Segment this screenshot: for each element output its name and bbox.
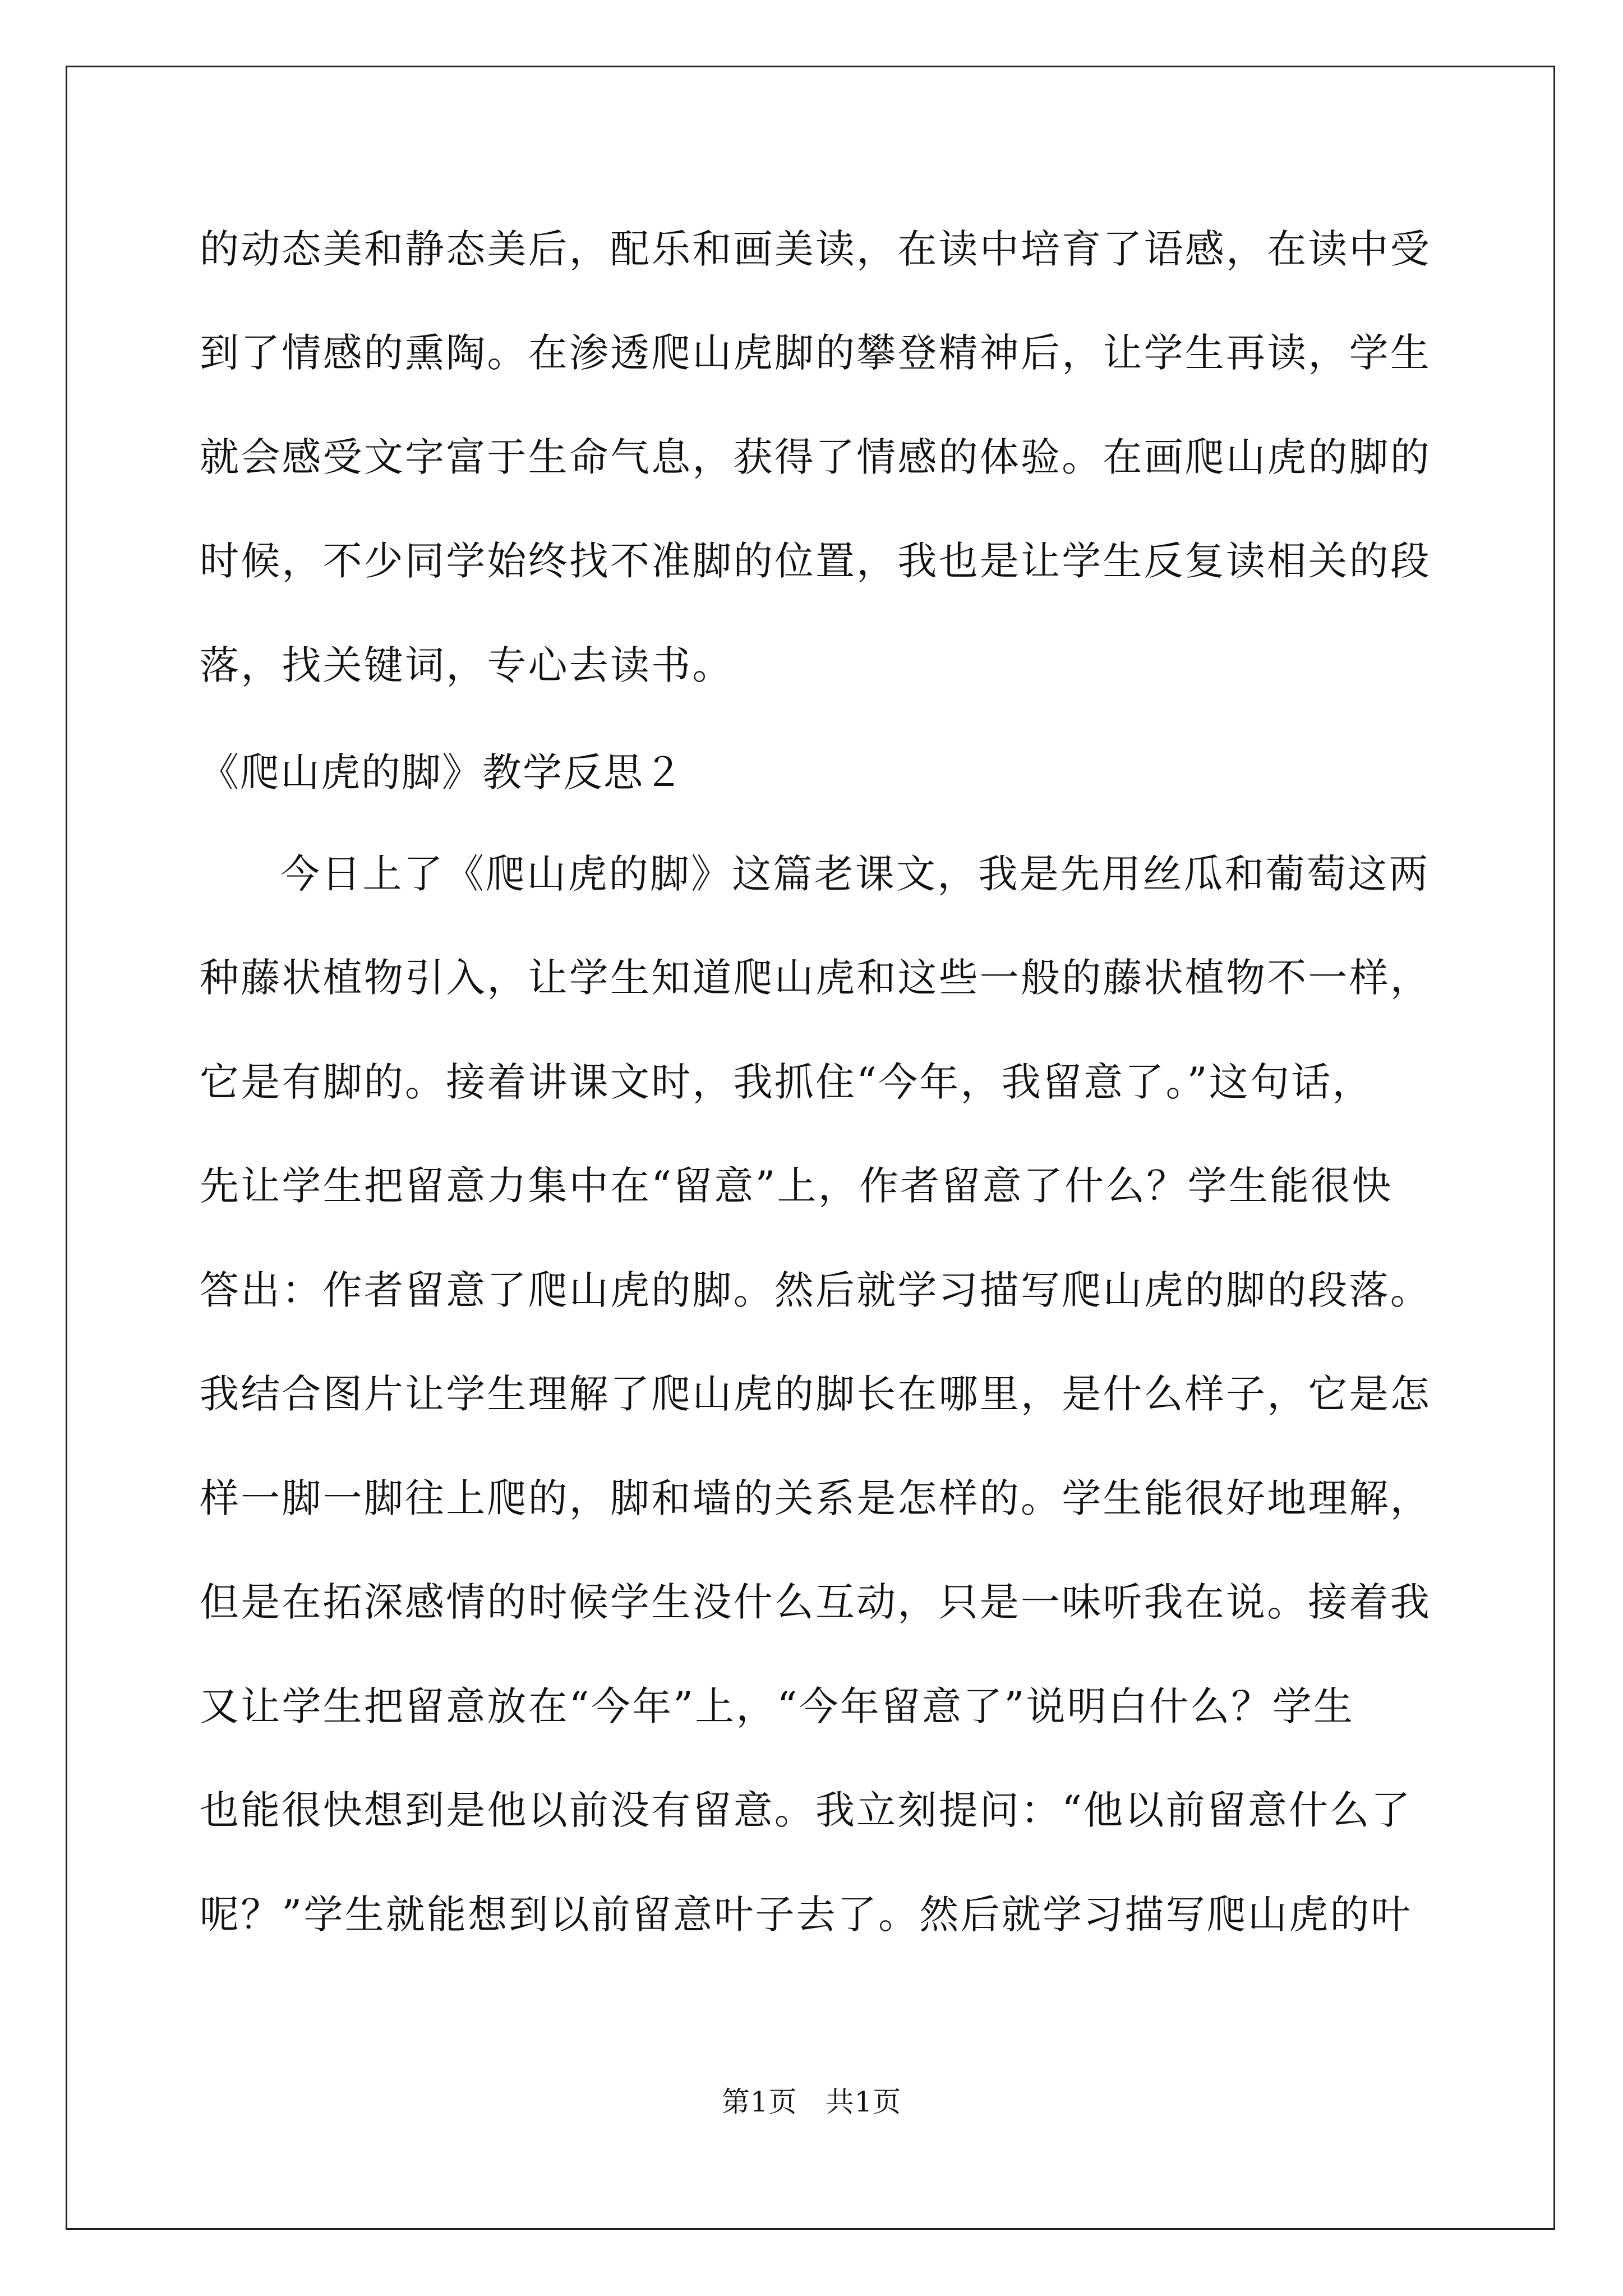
paragraph-line: 到了情感的熏陶。在渗透爬山虎脚的攀登精神后，让学生再读，学生	[200, 330, 1431, 376]
paragraph-line: 呢？”学生就能想到以前留意叶子去了。然后就学习描写爬山虎的叶	[200, 1892, 1412, 1938]
paragraph-line: 就会感受文字富于生命气息，获得了情感的体验。在画爬山虎的脚的	[200, 434, 1431, 480]
paragraph-line: 样一脚一脚往上爬的，脚和墙的关系是怎样的。学生能很好地理解，	[200, 1475, 1431, 1521]
paragraph-line: 落，找关键词，专心去读书。	[200, 642, 734, 688]
page-number-footer: 第1页 共1页	[721, 2086, 902, 2118]
section-heading: 《爬山虎的脚》教学反思２	[200, 749, 684, 795]
paragraph-line: 先让学生把留意力集中在“留意”上，作者留意了什么？学生能很快	[200, 1163, 1393, 1209]
paragraph-line: 也能很快想到是他以前没有留意。我立刻提问：“他以前留意什么了	[200, 1787, 1412, 1833]
paragraph-line: 我结合图片让学生理解了爬山虎的脚长在哪里，是什么样子，它是怎	[200, 1371, 1431, 1417]
paragraph-line: 种藤状植物引入，让学生知道爬山虎和这些一般的藤状植物不一样，	[200, 955, 1431, 1001]
paragraph-line: 的动态美和静态美后，配乐和画美读，在读中培育了语感，在读中受	[200, 226, 1431, 272]
paragraph-line: 今日上了《爬山虎的脚》这篇老课文，我是先用丝瓜和葡萄这两	[280, 851, 1430, 897]
paragraph-line: 但是在拓深感情的时候学生没什么互动，只是一味听我在说。接着我	[200, 1579, 1431, 1625]
paragraph-line: 时候，不少同学始终找不准脚的位置，我也是让学生反复读相关的段	[200, 538, 1431, 584]
paragraph-line: 答出：作者留意了爬山虎的脚。然后就学习描写爬山虎的脚的段落。	[200, 1267, 1431, 1313]
paragraph-line: 它是有脚的。接着讲课文时，我抓住“今年，我留意了。”这句话，	[200, 1059, 1373, 1105]
paragraph-line: 又让学生把留意放在“今年”上，“今年留意了”说明白什么？学生	[200, 1683, 1355, 1729]
